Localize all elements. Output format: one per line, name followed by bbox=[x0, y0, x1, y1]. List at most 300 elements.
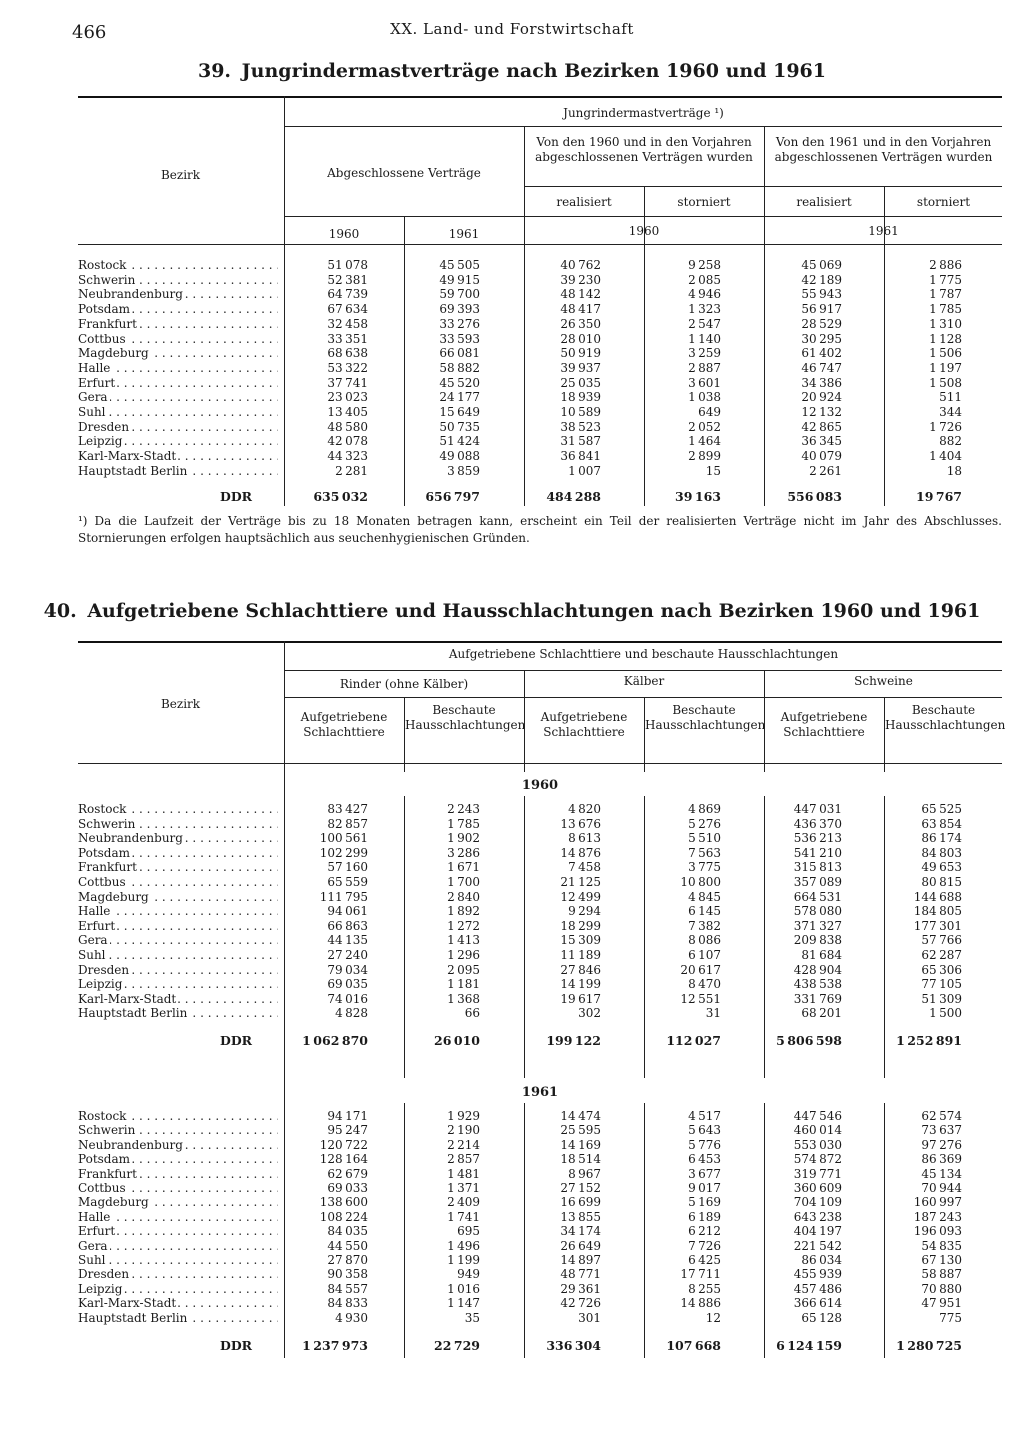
table40-1961-bezirk-name bbox=[78, 1152, 278, 1166]
table40-1960-cell: 1 413 bbox=[447, 933, 480, 948]
table39-cell: 23 023 bbox=[327, 390, 368, 405]
table40-1961-row bbox=[78, 1195, 1002, 1209]
table40-1960-total-cell: 5 806 598 bbox=[776, 1033, 842, 1048]
table39-cell: 51 424 bbox=[439, 434, 480, 449]
table40-1960-cell: 2 095 bbox=[447, 962, 480, 977]
table40-1960-cell: 66 bbox=[464, 1006, 480, 1021]
table39-cell: 511 bbox=[939, 390, 962, 405]
table40-number: 40. bbox=[43, 600, 77, 622]
table40-1960-cell: 12 499 bbox=[560, 889, 601, 904]
table40-1961-cell: 8 967 bbox=[568, 1166, 601, 1181]
table40-schweine-aufgetrieben: Aufgetriebene Schlachttiere bbox=[780, 710, 868, 739]
table40-1960-cell: 86 174 bbox=[921, 831, 962, 846]
table40-group-kaelber: Kälber bbox=[623, 674, 665, 688]
table40-1961-bezirk-name bbox=[78, 1282, 278, 1296]
table40-1961-cell: 14 169 bbox=[560, 1137, 601, 1152]
table40-1960-cell: 49 653 bbox=[921, 860, 962, 875]
table40-1961-cell: 44 550 bbox=[327, 1238, 368, 1253]
table40-1961-cell: 25 595 bbox=[560, 1123, 601, 1138]
table40-1961-cell: 94 171 bbox=[327, 1109, 368, 1123]
table39-bezirk-label: Frankfurt bbox=[78, 316, 137, 331]
table40-1961-row bbox=[78, 1239, 1002, 1253]
table40-1960-cell: 184 805 bbox=[913, 904, 962, 919]
table39-bezirk-label: Neubrandenburg bbox=[78, 287, 183, 302]
table39-row bbox=[78, 258, 1002, 272]
table40-rinder-beschaut: Beschaute Hausschlachtungen bbox=[405, 703, 526, 732]
table40-1961-cell: 5 776 bbox=[688, 1137, 721, 1152]
table40-rinder-aufgetrieben: Aufgetriebene Schlachttiere bbox=[300, 710, 388, 739]
table39-bezirk-label: Potsdam bbox=[78, 302, 131, 317]
table40-1961-bezirk-label: Potsdam bbox=[78, 1152, 131, 1167]
table40-1961-cell: 1 929 bbox=[447, 1109, 480, 1123]
table39-row bbox=[78, 420, 1002, 434]
table40-1961-cell: 128 164 bbox=[319, 1152, 368, 1167]
table39-cell: 49 915 bbox=[439, 272, 480, 287]
table40-1961-bezirk-label: Cottbus bbox=[78, 1181, 126, 1195]
table39-storniert-1961: storniert bbox=[916, 195, 971, 209]
table40-1961-row bbox=[78, 1282, 1002, 1296]
table40-1961-cell: 447 546 bbox=[793, 1109, 842, 1123]
table39-cell: 3 601 bbox=[688, 375, 721, 390]
table39-year-1960-a: 1960 bbox=[328, 227, 360, 241]
table40-1961-cell: 3 677 bbox=[688, 1166, 721, 1181]
table40-1961-cell: 27 870 bbox=[327, 1253, 368, 1267]
table39-bezirk-label: Dresden bbox=[78, 419, 130, 434]
table40-1961-cell: 221 542 bbox=[793, 1238, 842, 1253]
table40-1961-total-cell: 336 304 bbox=[546, 1338, 601, 1353]
table39-cell: 32 458 bbox=[327, 316, 368, 331]
table39-cell: 56 917 bbox=[801, 302, 842, 317]
table40-1961-cell: 1 741 bbox=[447, 1209, 480, 1224]
table40-1960-cell: 1 272 bbox=[447, 918, 480, 933]
table39-cell: 49 088 bbox=[439, 449, 480, 464]
table40-1961-cell: 360 609 bbox=[793, 1181, 842, 1195]
table40-1960-row bbox=[78, 919, 1002, 933]
table40-1961-total-row bbox=[78, 1338, 1002, 1354]
table40-1961-cell: 4 930 bbox=[335, 1310, 368, 1325]
table40-1960-cell: 209 838 bbox=[793, 933, 842, 948]
table40-1960-cell: 74 016 bbox=[327, 991, 368, 1006]
table39-cell: 31 587 bbox=[560, 434, 601, 449]
table40-1961-cell: 34 174 bbox=[560, 1224, 601, 1239]
table40-1960-cell: 8 613 bbox=[568, 831, 601, 846]
table39-cell: 39 937 bbox=[560, 360, 601, 375]
table39-bezirk-label: Cottbus bbox=[78, 331, 126, 346]
table39-cell: 61 402 bbox=[801, 346, 842, 361]
table40-1961-cell: 6 189 bbox=[688, 1209, 721, 1224]
table40-1961-cell: 1 481 bbox=[447, 1166, 480, 1181]
table40-group-schweine: Schweine bbox=[854, 674, 913, 688]
table40-1961-bezirk-label: Schwerin bbox=[78, 1123, 136, 1138]
table39-cell: 38 523 bbox=[560, 419, 601, 434]
table40-1961-row bbox=[78, 1311, 1002, 1325]
table40-1960-cell: 94 061 bbox=[327, 904, 368, 919]
table39-row bbox=[78, 405, 1002, 419]
table39-year-1961-b: 1961 bbox=[868, 224, 899, 238]
table39-bezirk-name bbox=[78, 376, 278, 390]
table40-1961-cell: 90 358 bbox=[327, 1267, 368, 1282]
table40-1960-row bbox=[78, 904, 1002, 918]
table39-cell: 2 281 bbox=[335, 463, 368, 478]
table40-1960-cell: 1 671 bbox=[447, 860, 480, 875]
table39-cell: 39 230 bbox=[560, 272, 601, 287]
table39-number: 39. bbox=[197, 60, 232, 82]
table40-1961-bezirk-name bbox=[78, 1253, 278, 1267]
table40-1960-bezirk-label: Halle bbox=[78, 904, 111, 919]
page-number: 466 bbox=[72, 22, 107, 43]
table40-1961-cell: 455 939 bbox=[793, 1267, 842, 1282]
table40-1961-bezirk-name bbox=[78, 1195, 278, 1209]
table39-cell: 48 580 bbox=[327, 419, 368, 434]
table40-1960-row bbox=[78, 846, 1002, 860]
table40-1960-cell: 62 287 bbox=[921, 948, 962, 962]
table40-1961-bezirk-name bbox=[78, 1239, 278, 1253]
table40-1961-cell: 643 238 bbox=[793, 1209, 842, 1224]
table40-1961-cell: 2 857 bbox=[447, 1152, 480, 1167]
table40-1960-cell: 19 617 bbox=[560, 991, 601, 1006]
table40-1960-cell: 1 296 bbox=[447, 948, 480, 962]
table40-1960-cell: 302 bbox=[578, 1006, 601, 1021]
table40-1960-cell: 20 617 bbox=[680, 962, 721, 977]
table40-1961-cell: 6 453 bbox=[688, 1152, 721, 1167]
table40-1961-row bbox=[78, 1224, 1002, 1238]
table39-cell: 24 177 bbox=[439, 390, 480, 405]
table40-1961-cell: 58 887 bbox=[921, 1267, 962, 1282]
table40-1961-cell: 366 614 bbox=[793, 1296, 842, 1311]
table40-1960-cell: 1 500 bbox=[929, 1006, 962, 1021]
table40-1961-cell: 65 128 bbox=[801, 1310, 842, 1325]
table40-1961-bezirk-name bbox=[78, 1267, 278, 1281]
table39-cell: 1 140 bbox=[688, 331, 721, 346]
table40-1960-cell: 6 145 bbox=[688, 904, 721, 919]
table40-1961-bezirk-name bbox=[78, 1109, 278, 1123]
table40-1961-row bbox=[78, 1181, 1002, 1195]
table40-1960-bezirk-label: Hauptstadt Berlin bbox=[78, 1006, 188, 1021]
running-head: XX. Land- und Forstwirtschaft bbox=[390, 20, 634, 38]
table39-cell: 3 259 bbox=[688, 346, 721, 361]
table40-1960-cell: 57 160 bbox=[327, 860, 368, 875]
table39-row bbox=[78, 332, 1002, 346]
table40-1960-cell: 80 815 bbox=[921, 875, 962, 889]
table40-1960-row bbox=[78, 933, 1002, 947]
table39-cell: 33 351 bbox=[327, 331, 368, 346]
table40-kaelber-aufgetrieben: Aufgetriebene Schlachttiere bbox=[540, 710, 628, 739]
table40-1960-cell: 11 189 bbox=[560, 948, 601, 962]
table40-1961-cell: 8 255 bbox=[688, 1281, 721, 1296]
table40-1960-bezirk-label: Suhl bbox=[78, 948, 106, 962]
table40-1961-cell: 6 425 bbox=[688, 1253, 721, 1267]
table40-1960-cell: 4 845 bbox=[688, 889, 721, 904]
table40-1961-cell: 62 679 bbox=[327, 1166, 368, 1181]
table40-1960-cell: 1 902 bbox=[447, 831, 480, 846]
table40-super-header: Aufgetriebene Schlachttiere und beschaute Hausschlachtungen bbox=[448, 647, 839, 661]
table40-kaelber-beschaut: Beschaute Hausschlachtungen bbox=[645, 703, 766, 732]
table40-1960-cell: 44 135 bbox=[327, 933, 368, 948]
table39-cell: 20 924 bbox=[801, 390, 842, 405]
table40-1960-cell: 357 089 bbox=[793, 875, 842, 889]
table40-1961-cell: 95 247 bbox=[327, 1123, 368, 1138]
table40-1960-row bbox=[78, 817, 1002, 831]
table40-1961-row bbox=[78, 1210, 1002, 1224]
table40-1960-row bbox=[78, 1006, 1002, 1020]
table40-1960-cell: 541 210 bbox=[793, 845, 842, 860]
table39-total-cell: 656 797 bbox=[425, 489, 480, 504]
table40-1960-bezirk-name bbox=[78, 919, 278, 933]
table39-bezirk-name bbox=[78, 346, 278, 360]
table39-cell: 46 747 bbox=[801, 360, 842, 375]
table40-1961-cell: 26 649 bbox=[560, 1238, 601, 1253]
table39-cell: 45 069 bbox=[801, 258, 842, 272]
table40-year-1960-label: 1960 bbox=[521, 778, 559, 793]
table40-1961-cell: 574 872 bbox=[793, 1152, 842, 1167]
table39-realisiert-1960: realisiert bbox=[556, 195, 612, 209]
table40-1961-cell: 27 152 bbox=[560, 1181, 601, 1195]
table39-cell: 4 946 bbox=[688, 287, 721, 302]
table39-cell: 1 775 bbox=[929, 272, 962, 287]
table39-cell: 649 bbox=[698, 405, 721, 419]
table40-1961-cell: 14 886 bbox=[680, 1296, 721, 1311]
table40-1961-cell: 12 bbox=[705, 1310, 721, 1325]
table40-1960-cell: 578 080 bbox=[793, 904, 842, 919]
table40-1960-row bbox=[78, 948, 1002, 962]
table39-super-header: Jungrindermastverträge ¹) bbox=[563, 106, 724, 120]
table39-row bbox=[78, 390, 1002, 404]
table40-1961-cell: 4 517 bbox=[688, 1109, 721, 1123]
table39-cell: 50 919 bbox=[560, 346, 601, 361]
table39-cell: 42 865 bbox=[801, 419, 842, 434]
table40-1960-cell: 15 309 bbox=[560, 933, 601, 948]
table39-bezirk-name bbox=[78, 317, 278, 331]
table39-year-1960-b: 1960 bbox=[628, 224, 660, 238]
table40-1960-cell: 7 382 bbox=[688, 918, 721, 933]
table39-cell: 50 735 bbox=[439, 419, 480, 434]
table39-row bbox=[78, 434, 1002, 448]
table40-1960-bezirk-name bbox=[78, 846, 278, 860]
table40-1960-cell: 65 306 bbox=[921, 962, 962, 977]
table40-1961-row bbox=[78, 1267, 1002, 1281]
table40-1960-cell: 31 bbox=[705, 1006, 721, 1021]
table40-1961-cell: 54 835 bbox=[921, 1238, 962, 1253]
table40-1960-cell: 9 294 bbox=[568, 904, 601, 919]
table40-1961-cell: 1 199 bbox=[447, 1253, 480, 1267]
table40-1961-bezirk-label: Gera bbox=[78, 1238, 108, 1253]
table39-cell: 1 404 bbox=[929, 449, 962, 464]
table40-1961-cell: 5 643 bbox=[688, 1123, 721, 1138]
table40-1960-bezirk-label: Gera bbox=[78, 933, 108, 948]
table40-1961-row bbox=[78, 1167, 1002, 1181]
table40-1960-bezirk-label: Neubrandenburg bbox=[78, 831, 183, 846]
table40-1960-cell: 4 828 bbox=[335, 1006, 368, 1021]
table39-row bbox=[78, 346, 1002, 360]
table40-1961-bezirk-name bbox=[78, 1311, 278, 1325]
table40-1961-bezirk-name bbox=[78, 1210, 278, 1224]
table39-cell: 53 322 bbox=[327, 360, 368, 375]
table40-1960-bezirk-label: Leipzig bbox=[78, 977, 123, 992]
table39-cell: 1 038 bbox=[688, 390, 721, 405]
table40-1960-cell: 12 551 bbox=[680, 991, 721, 1006]
table40-year-1961-label: 1961 bbox=[521, 1085, 559, 1100]
table40-1960-cell: 66 863 bbox=[327, 918, 368, 933]
table40-1960-cell: 8 086 bbox=[688, 933, 721, 948]
table39-cell: 1 007 bbox=[568, 463, 601, 478]
table40-1960-bezirk-name bbox=[78, 1006, 278, 1020]
table39-cell: 37 741 bbox=[327, 375, 368, 390]
table40-1960-cell: 100 561 bbox=[319, 831, 368, 846]
table40-1960-cell: 7 458 bbox=[568, 860, 601, 875]
table39-total-label: DDR bbox=[220, 489, 253, 504]
table40-1961-cell: 9 017 bbox=[688, 1181, 721, 1195]
table40-1960-bezirk-label: Cottbus bbox=[78, 875, 126, 889]
table40-1960-cell: 428 904 bbox=[793, 962, 842, 977]
table40-1960-bezirk-label: Rostock bbox=[78, 802, 127, 816]
table40-1960-bezirk-label: Erfurt bbox=[78, 918, 116, 933]
table39-cell: 2 547 bbox=[688, 316, 721, 331]
table40-1960-cell: 5 276 bbox=[688, 816, 721, 831]
table39-bezirk-name bbox=[78, 390, 278, 404]
table40-1960-bezirk-name bbox=[78, 948, 278, 962]
table39-cell: 1 508 bbox=[929, 375, 962, 390]
table39-cell: 2 261 bbox=[809, 463, 842, 478]
table39-cell: 1 785 bbox=[929, 302, 962, 317]
table40-1961-cell: 553 030 bbox=[793, 1137, 842, 1152]
table39-total-cell: 39 163 bbox=[675, 489, 721, 504]
table39-total-cell: 556 083 bbox=[787, 489, 842, 504]
table40-1961-total-cell: 107 668 bbox=[666, 1338, 721, 1353]
table39-bezirk-label: Magdeburg bbox=[78, 346, 149, 361]
table40-1961-bezirk-label: Dresden bbox=[78, 1267, 130, 1282]
table40-1960-cell: 51 309 bbox=[921, 991, 962, 1006]
table40 bbox=[78, 641, 1006, 1358]
table40-1960-row bbox=[78, 890, 1002, 904]
table39-row bbox=[78, 317, 1002, 331]
table40-1960-bezirk-name bbox=[78, 933, 278, 947]
table40-1961-row bbox=[78, 1253, 1002, 1267]
table39-cell: 15 649 bbox=[439, 405, 480, 419]
table40-1960-row bbox=[78, 802, 1002, 816]
table40-1961-total-cell: 6 124 159 bbox=[776, 1338, 842, 1353]
table40-1960-row bbox=[78, 992, 1002, 1006]
table40-1960-row bbox=[78, 875, 1002, 889]
table40-1960-total-cell: 1 252 891 bbox=[896, 1033, 962, 1048]
table39-cell: 64 739 bbox=[327, 287, 368, 302]
table39-bezirk-name bbox=[78, 434, 278, 448]
table40-1961-cell: 1 371 bbox=[447, 1181, 480, 1195]
table40-1960-cell: 1 785 bbox=[447, 816, 480, 831]
table39-cell: 1 506 bbox=[929, 346, 962, 361]
table40-1961-cell: 457 486 bbox=[793, 1281, 842, 1296]
table39-cell: 66 081 bbox=[439, 346, 480, 361]
table39-cell: 48 142 bbox=[560, 287, 601, 302]
table40-1961-cell: 86 369 bbox=[921, 1152, 962, 1167]
table40-1960-bezirk-name bbox=[78, 875, 278, 889]
table39-row bbox=[78, 273, 1002, 287]
table39-cell: 40 079 bbox=[801, 449, 842, 464]
table40-1961-cell: 2 190 bbox=[447, 1123, 480, 1138]
table39-cell: 1 197 bbox=[929, 360, 962, 375]
table39-bezirk-label: Suhl bbox=[78, 405, 106, 419]
table39-row bbox=[78, 287, 1002, 301]
table40-1961-bezirk-label: Leipzig bbox=[78, 1281, 123, 1296]
table39-bezirk-label: Schwerin bbox=[78, 272, 136, 287]
table39-cell: 28 010 bbox=[560, 331, 601, 346]
table39-cell: 18 bbox=[946, 463, 962, 478]
table40-1960-cell: 4 869 bbox=[688, 802, 721, 816]
table40-1960-cell: 438 538 bbox=[793, 977, 842, 992]
table40-1961-bezirk-label: Suhl bbox=[78, 1253, 106, 1267]
table40-1960-bezirk-name bbox=[78, 977, 278, 991]
table39-1960-group-header: Von den 1960 und in den Vorjahren abgeschlossenen Verträgen wurden bbox=[535, 135, 753, 164]
table40-1961-bezirk-name bbox=[78, 1123, 278, 1137]
table39-cell: 2 085 bbox=[688, 272, 721, 287]
table39 bbox=[78, 96, 1002, 506]
table39-bezirk-name bbox=[78, 273, 278, 287]
table40-1960-cell: 2 840 bbox=[447, 889, 480, 904]
table39-cell: 45 520 bbox=[439, 375, 480, 390]
table40-1960-cell: 2 243 bbox=[447, 802, 480, 816]
table40-1960-cell: 14 876 bbox=[560, 845, 601, 860]
table40-1961-cell: 187 243 bbox=[913, 1209, 962, 1224]
table40-1960-bezirk-label: Potsdam bbox=[78, 845, 131, 860]
table40-1961-total-cell: 22 729 bbox=[434, 1338, 480, 1353]
table40-1961-total-label: DDR bbox=[220, 1338, 253, 1353]
table40-1960-bezirk-name bbox=[78, 831, 278, 845]
table39-title-text: Jungrindermastverträge nach Bezirken 1960 und 1961 bbox=[241, 60, 826, 82]
table40-1960-cell: 57 766 bbox=[921, 933, 962, 948]
table40-1960-bezirk-name bbox=[78, 802, 278, 816]
table39-footnote: ¹) Da die Laufzeit der Verträge bis zu 18 Monaten betragen kann, erscheint ein Teil der realisierten Verträge nicht im Jahr des Abschlusses. Stornierungen erfolgen hauptsächlich aus seuchenhygienischen Gründen. bbox=[78, 514, 1002, 545]
table39-bezirk-name bbox=[78, 420, 278, 434]
table40-1960-bezirk-name bbox=[78, 817, 278, 831]
table40-1961-cell: 695 bbox=[457, 1224, 480, 1239]
table40-1961-bezirk-label: Karl-Marx-Stadt bbox=[78, 1296, 177, 1311]
table40-1960-cell: 68 201 bbox=[801, 1006, 842, 1021]
table39-bezirk-label: Hauptstadt Berlin bbox=[78, 463, 188, 478]
table39-cell: 15 bbox=[705, 463, 721, 478]
table40-1960-cell: 3 775 bbox=[688, 860, 721, 875]
table40-1961-cell: 14 897 bbox=[560, 1253, 601, 1267]
table39-cell: 25 035 bbox=[560, 375, 601, 390]
table40-1960-cell: 536 213 bbox=[793, 831, 842, 846]
table40-1961-row bbox=[78, 1296, 1002, 1310]
table40-1961-cell: 7 726 bbox=[688, 1238, 721, 1253]
table39-cell: 45 505 bbox=[439, 258, 480, 272]
table40-1961-cell: 2 214 bbox=[447, 1137, 480, 1152]
table39-cell: 2 052 bbox=[688, 419, 721, 434]
table39-cell: 1 310 bbox=[929, 316, 962, 331]
table40-1960-row bbox=[78, 860, 1002, 874]
table40-1960-cell: 1 368 bbox=[447, 991, 480, 1006]
table40-1961-cell: 704 109 bbox=[793, 1195, 842, 1210]
table39-1961-group-header: Von den 1961 und in den Vorjahren abgeschlossenen Verträgen wurden bbox=[774, 135, 993, 164]
table40-1960-cell: 436 370 bbox=[793, 816, 842, 831]
table40-1961-cell: 17 711 bbox=[680, 1267, 721, 1282]
table39-cell: 52 381 bbox=[327, 272, 368, 287]
table39-cell: 10 589 bbox=[560, 405, 601, 419]
table40-1961-cell: 138 600 bbox=[319, 1195, 368, 1210]
table40-1960-bezirk-label: Karl-Marx-Stadt bbox=[78, 991, 177, 1006]
table40-1960-cell: 3 286 bbox=[447, 845, 480, 860]
table39-bezirk-name bbox=[78, 287, 278, 301]
table40-1960-cell: 1 181 bbox=[447, 977, 480, 992]
table40-1961-bezirk-label: Hauptstadt Berlin bbox=[78, 1310, 188, 1325]
table39-cell: 1 787 bbox=[929, 287, 962, 302]
table40-1961-cell: 86 034 bbox=[801, 1253, 842, 1267]
table40-title-text: Aufgetriebene Schlachttiere und Hausschlachtungen nach Bezirken 1960 und 1961 bbox=[87, 600, 981, 622]
table39-bezirk-header: Bezirk bbox=[160, 168, 201, 182]
table39-cell: 2 886 bbox=[929, 258, 962, 272]
table39-bezirk-label: Gera bbox=[78, 390, 108, 405]
table40-1960-cell: 177 301 bbox=[913, 918, 962, 933]
